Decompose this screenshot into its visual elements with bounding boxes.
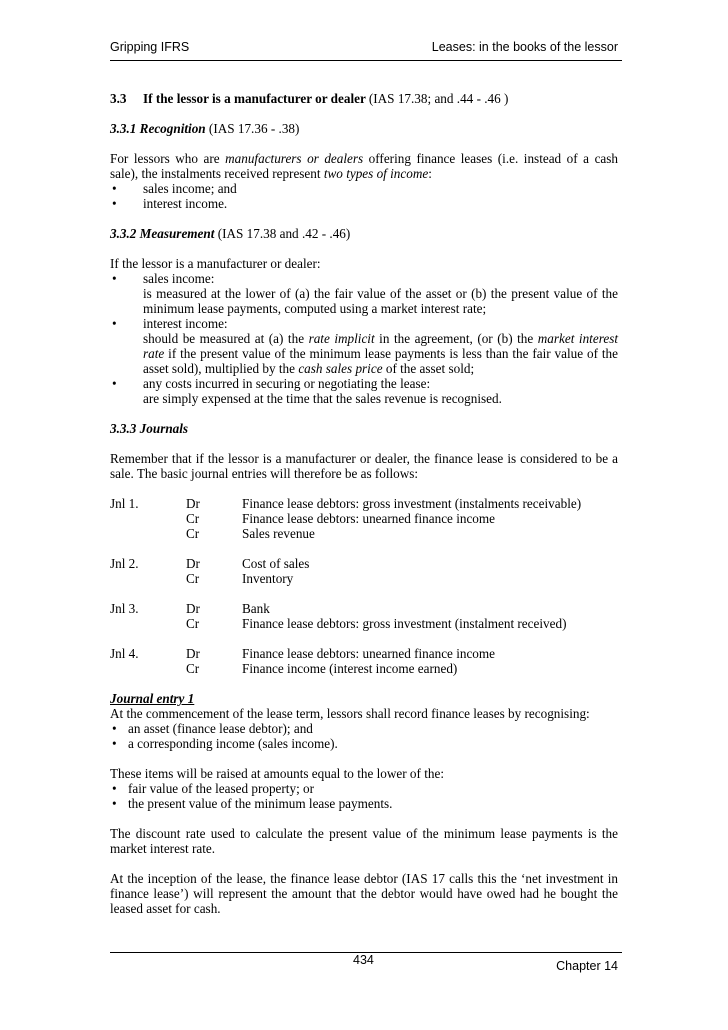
journals-heading [110,421,618,436]
income-types-list [110,181,618,211]
recognition-heading [110,121,618,136]
list-item: • any costs incurred in securing or negotiating the lease: are simply expensed at the time that the sales revenue is recognised. [110,376,618,406]
discount-rate-paragraph: The discount rate used to calculate the present value of the minimum lease payments is the market interest rate. [110,826,618,856]
recognition-items-list [110,721,618,751]
list-item: • the present value of the minimum lease payments. [110,796,618,811]
recognition-paragraph: For lessors who are manufacturers or dealers offering finance leases (i.e. instead of a cash sale), the instalments received represent two types of income: [110,151,618,181]
header-rule [110,60,622,61]
section-reference: (IAS 17.38; and .44 - .46 ) [368,91,509,106]
table-row: Cr Finance income (interest income earned) [186,661,458,676]
table-row: Jnl 3. Dr Bank [110,601,270,616]
table-row: Jnl 2. Dr Cost of sales [110,556,310,571]
page-body [110,91,618,931]
recognition-title: Recognition [139,121,206,136]
page-footer [110,953,618,973]
lower-of-list [110,781,618,811]
list-item: • interest income. [110,196,618,211]
table-row: Jnl 1. Dr Finance lease debtors: gross investment (instalments receivable) [110,496,582,511]
page-number: 434 [353,953,374,967]
journal-table-3 [110,601,566,631]
journal-entry-1-intro: At the commencement of the lease term, lessors shall record finance leases by recognising: [110,706,590,721]
measurement-list [110,271,618,406]
section-heading [110,91,618,106]
journals-number: 3.3.3 [110,421,137,436]
list-item: • a corresponding income (sales income). [110,736,618,751]
table-row: Cr Sales revenue [186,526,315,541]
measurement-title: Measurement [139,226,215,241]
list-item: • sales income; and [110,181,618,196]
table-row: Cr Inventory [186,571,294,586]
section-title: If the lessor is a manufacturer or dealer [143,91,366,106]
lower-of-paragraph: These items will be raised at amounts equal to the lower of the: [110,766,444,781]
journals-intro: Remember that if the lessor is a manufacturer or dealer, the finance lease is considered to be a sale. The basic journal entries will therefore be as follows: [110,451,618,481]
inception-paragraph: At the inception of the lease, the finance lease debtor (IAS 17 calls this the ‘net investment in finance lease’) will represent the amount that the debtor would have owed had he bought the leased asset for cash. [110,871,618,916]
measurement-number: 3.3.2 [110,226,137,241]
measurement-heading [110,226,618,241]
journal-table-4 [110,646,495,676]
list-item: • sales income: is measured at the lower of (a) the fair value of the asset or (b) the present value of the minimum lease payments, computed using a market interest rate; [110,271,618,316]
chapter-label: Chapter 14 [556,959,618,973]
list-item: • interest income: should be measured at (a) the rate implicit in the agreement, (or (b) the market interest rate if the present value of the minimum lease payments is less than the fair value of the asset sold), multiplied by the cash sales price of the asset sold; [110,316,618,376]
section-number: 3.3 [110,91,127,106]
journal-table-1 [110,496,581,541]
table-row: Jnl 4. Dr Finance lease debtors: unearned finance income [110,646,496,661]
journals-title: Journals [139,421,189,436]
table-row: Cr Finance lease debtors: gross investment (instalment received) [186,616,567,631]
header-book-title: Gripping IFRS [110,40,190,54]
list-item: • an asset (finance lease debtor); and [110,721,618,736]
list-item: • fair value of the leased property; or [110,781,618,796]
table-row: Cr Finance lease debtors: unearned finance income [186,511,496,526]
measurement-intro: If the lessor is a manufacturer or dealer: [110,256,321,271]
journal-table-2 [110,556,309,586]
recognition-number: 3.3.1 [110,121,137,136]
measurement-reference: (IAS 17.38 and .42 - .46) [217,226,351,241]
recognition-reference: (IAS 17.36 - .38) [208,121,300,136]
journal-entry-1-title: Journal entry 1 [110,691,195,706]
page-header [110,40,618,59]
header-chapter-title: Leases: in the books of the lessor [431,40,618,54]
